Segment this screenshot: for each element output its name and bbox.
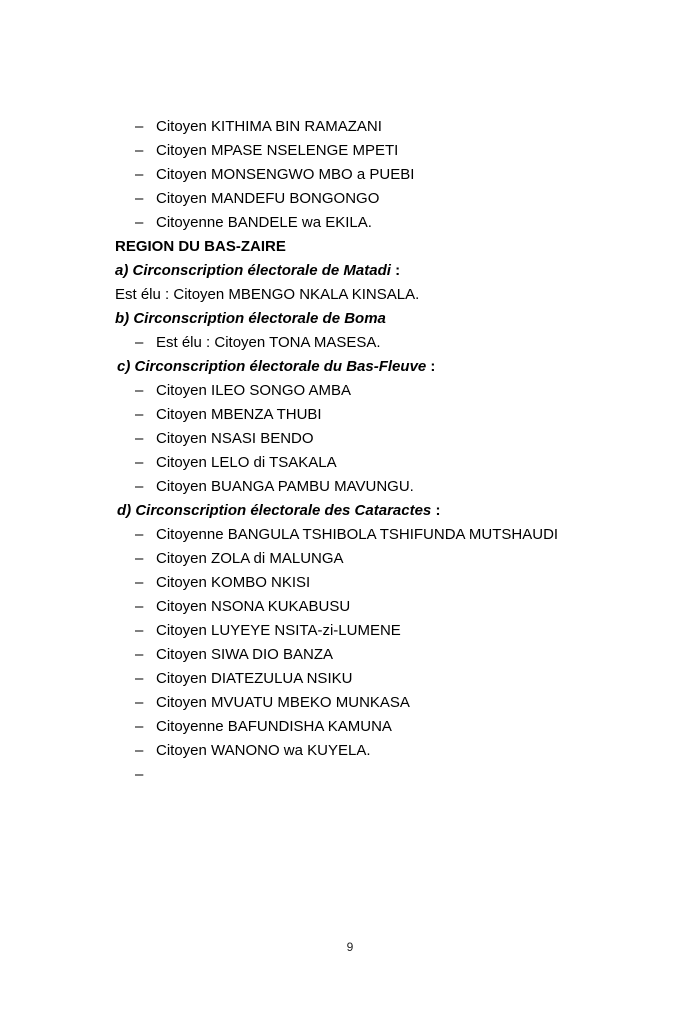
dash-bullet: –: [135, 766, 144, 783]
list-item-empty: [135, 765, 156, 785]
dash-bullet: –: [135, 670, 144, 687]
dash-bullet: –: [135, 646, 144, 663]
section-a-heading: a) Circonscription électorale de Matadi :: [115, 262, 401, 279]
dash-bullet: –: [135, 526, 144, 543]
dash-bullet: –: [135, 166, 144, 183]
dash-bullet: –: [135, 382, 144, 399]
list-item: – Citoyenne BAFUNDISHA KAMUNA: [135, 718, 392, 735]
page-number: 9: [346, 940, 354, 954]
dash-bullet: –: [135, 598, 144, 615]
list-item: – Citoyen MVUATU MBEKO MUNKASA: [135, 694, 410, 711]
list-item: – Citoyen DIATEZULUA NSIKU: [135, 670, 353, 687]
list-item: – Citoyen NSONA KUKABUSU: [135, 598, 351, 615]
list-item: – Citoyen NSASI BENDO: [135, 430, 314, 447]
dash-bullet: –: [135, 622, 144, 639]
dash-bullet: –: [135, 550, 144, 567]
section-b-heading: b) Circonscription électorale de Boma: [115, 310, 386, 327]
dash-bullet: –: [135, 718, 144, 735]
list-item: – Citoyen SIWA DIO BANZA: [135, 646, 333, 663]
list-item: – Citoyen MPASE NSELENGE MPETI: [135, 142, 399, 159]
list-item: – Citoyenne BANDELE wa EKILA.: [135, 214, 372, 231]
section-d-heading: d) Circonscription électorale des Cataractes :: [117, 502, 441, 519]
section-a-elected: Est élu : Citoyen MBENGO NKALA KINSALA.: [115, 286, 420, 303]
dash-bullet: –: [135, 574, 144, 591]
list-item: – Citoyen ZOLA di MALUNGA: [135, 550, 344, 567]
section-b-elected: – Est élu : Citoyen TONA MASESA.: [135, 334, 381, 351]
list-item: – Citoyen ILEO SONGO AMBA: [135, 382, 352, 399]
list-item: – Citoyen MBENZA THUBI: [135, 406, 322, 423]
region-heading: REGION DU BAS-ZAIRE: [115, 238, 286, 255]
dash-bullet: –: [135, 334, 144, 351]
list-item: – Citoyen WANONO wa KUYELA.: [135, 742, 371, 759]
list-item: – Citoyen LELO di TSAKALA: [135, 454, 337, 471]
dash-bullet: –: [135, 478, 144, 495]
dash-bullet: –: [135, 118, 144, 135]
list-item: – Citoyen BUANGA PAMBU MAVUNGU.: [135, 478, 414, 495]
dash-bullet: –: [135, 406, 144, 423]
list-item: – Citoyen LUYEYE NSITA-zi-LUMENE: [135, 622, 401, 639]
list-item: – Citoyen KITHIMA BIN RAMAZANI: [135, 118, 382, 135]
list-item: – Citoyen KOMBO NKISI: [135, 574, 311, 591]
dash-bullet: –: [135, 214, 144, 231]
dash-bullet: –: [135, 430, 144, 447]
list-item: – Citoyenne BANGULA TSHIBOLA TSHIFUNDA MUTSHAUDI: [135, 526, 559, 543]
section-c-heading: c) Circonscription électorale du Bas-Fleuve :: [117, 358, 436, 375]
dash-bullet: –: [135, 742, 144, 759]
dash-bullet: –: [135, 694, 144, 711]
dash-bullet: –: [135, 190, 144, 207]
list-item: – Citoyen MANDEFU BONGONGO: [135, 190, 380, 207]
dash-bullet: –: [135, 142, 144, 159]
dash-bullet: –: [135, 454, 144, 471]
list-item: – Citoyen MONSENGWO MBO a PUEBI: [135, 166, 415, 183]
